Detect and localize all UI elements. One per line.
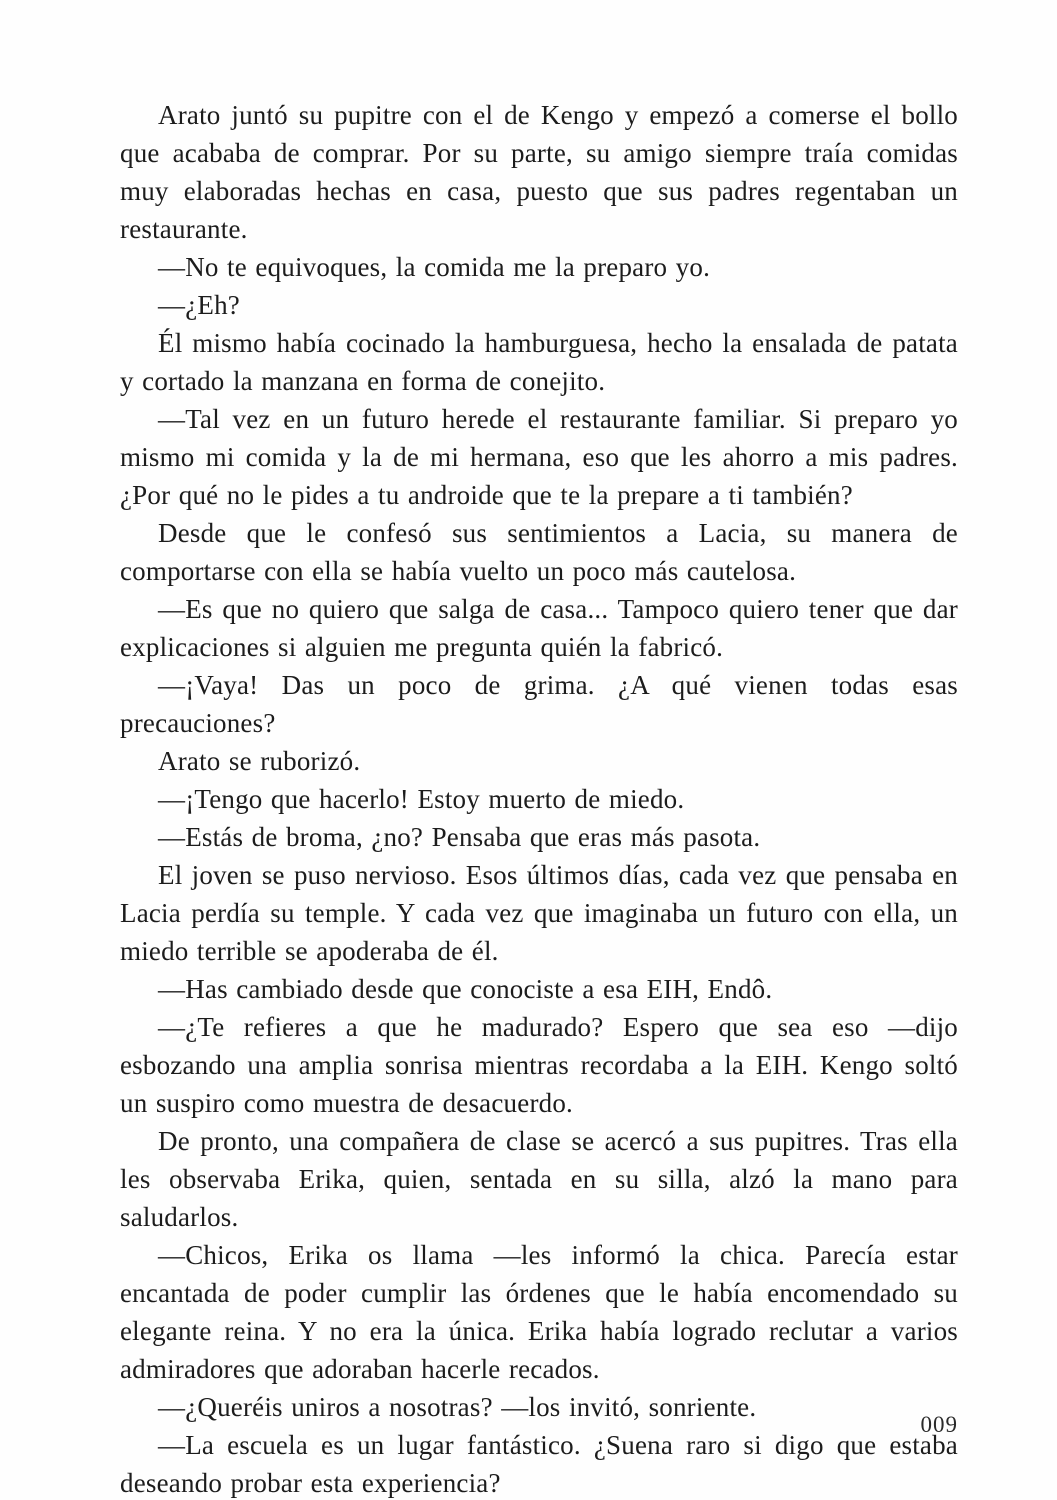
- paragraph: —La escuela es un lugar fantástico. ¿Suena raro si digo que estaba deseando probar esta experiencia?: [120, 1430, 958, 1498]
- paragraph: —Estás de broma, ¿no? Pensaba que eras más pasota.: [158, 822, 761, 852]
- paragraph: Arato juntó su pupitre con el de Kengo y empezó a comerse el bollo que acababa de comprar. Por su parte, su amigo siempre traía comidas muy elaboradas hechas en casa, puesto que sus padres regentaban un restaurante.: [120, 100, 958, 244]
- paragraph: Arato se ruborizó.: [158, 746, 361, 776]
- paragraph: —¡Tengo que hacerlo! Estoy muerto de miedo.: [158, 784, 685, 814]
- paragraph: —Tal vez en un futuro herede el restaurante familiar. Si preparo yo mismo mi comida y la de mi hermana, eso que les ahorro a mis padres. ¿Por qué no le pides a tu androide que te la prepare a ti también?: [120, 404, 958, 510]
- paragraph: Él mismo había cocinado la hamburguesa, hecho la ensalada de patata y cortado la manzana en forma de conejito.: [120, 328, 958, 396]
- paragraph: —Chicos, Erika os llama —les informó la chica. Parecía estar encantada de poder cumplir las órdenes que le había encomendado su elegante reina. Y no era la única. Erika había logrado reclutar a varios admiradores que adoraban hacerle recados.: [120, 1240, 958, 1384]
- page-number: 009: [920, 1412, 958, 1437]
- paragraph: —Has cambiado desde que conociste a esa EIH, Endô.: [158, 974, 773, 1004]
- paragraph: —¿Te refieres a que he madurado? Espero que sea eso —dijo esbozando una amplia sonrisa mientras recordaba a la EIH. Kengo soltó un suspiro como muestra de desacuerdo.: [120, 1012, 958, 1118]
- text-block: [120, 96, 958, 1500]
- paragraph: Desde que le confesó sus sentimientos a Lacia, su manera de comportarse con ella se había vuelto un poco más cautelosa.: [120, 518, 958, 586]
- paragraph: —Es que no quiero que salga de casa... Tampoco quiero tener que dar explicaciones si alguien me pregunta quién la fabricó.: [120, 594, 958, 662]
- paragraph: El joven se puso nervioso. Esos últimos días, cada vez que pensaba en Lacia perdía su temple. Y cada vez que imaginaba un futuro con ella, un miedo terrible se apoderaba de él.: [120, 860, 958, 966]
- paragraph: De pronto, una compañera de clase se acercó a sus pupitres. Tras ella les observaba Erika, quien, sentada en su silla, alzó la mano para saludarlos.: [120, 1126, 958, 1232]
- paragraph: —¿Queréis uniros a nosotras? —los invitó, sonriente.: [158, 1392, 757, 1422]
- paragraph: —¿Eh?: [158, 290, 240, 320]
- paragraph: —¡Vaya! Das un poco de grima. ¿A qué vienen todas esas precauciones?: [120, 670, 958, 738]
- paragraph: —No te equivoques, la comida me la preparo yo.: [158, 252, 711, 282]
